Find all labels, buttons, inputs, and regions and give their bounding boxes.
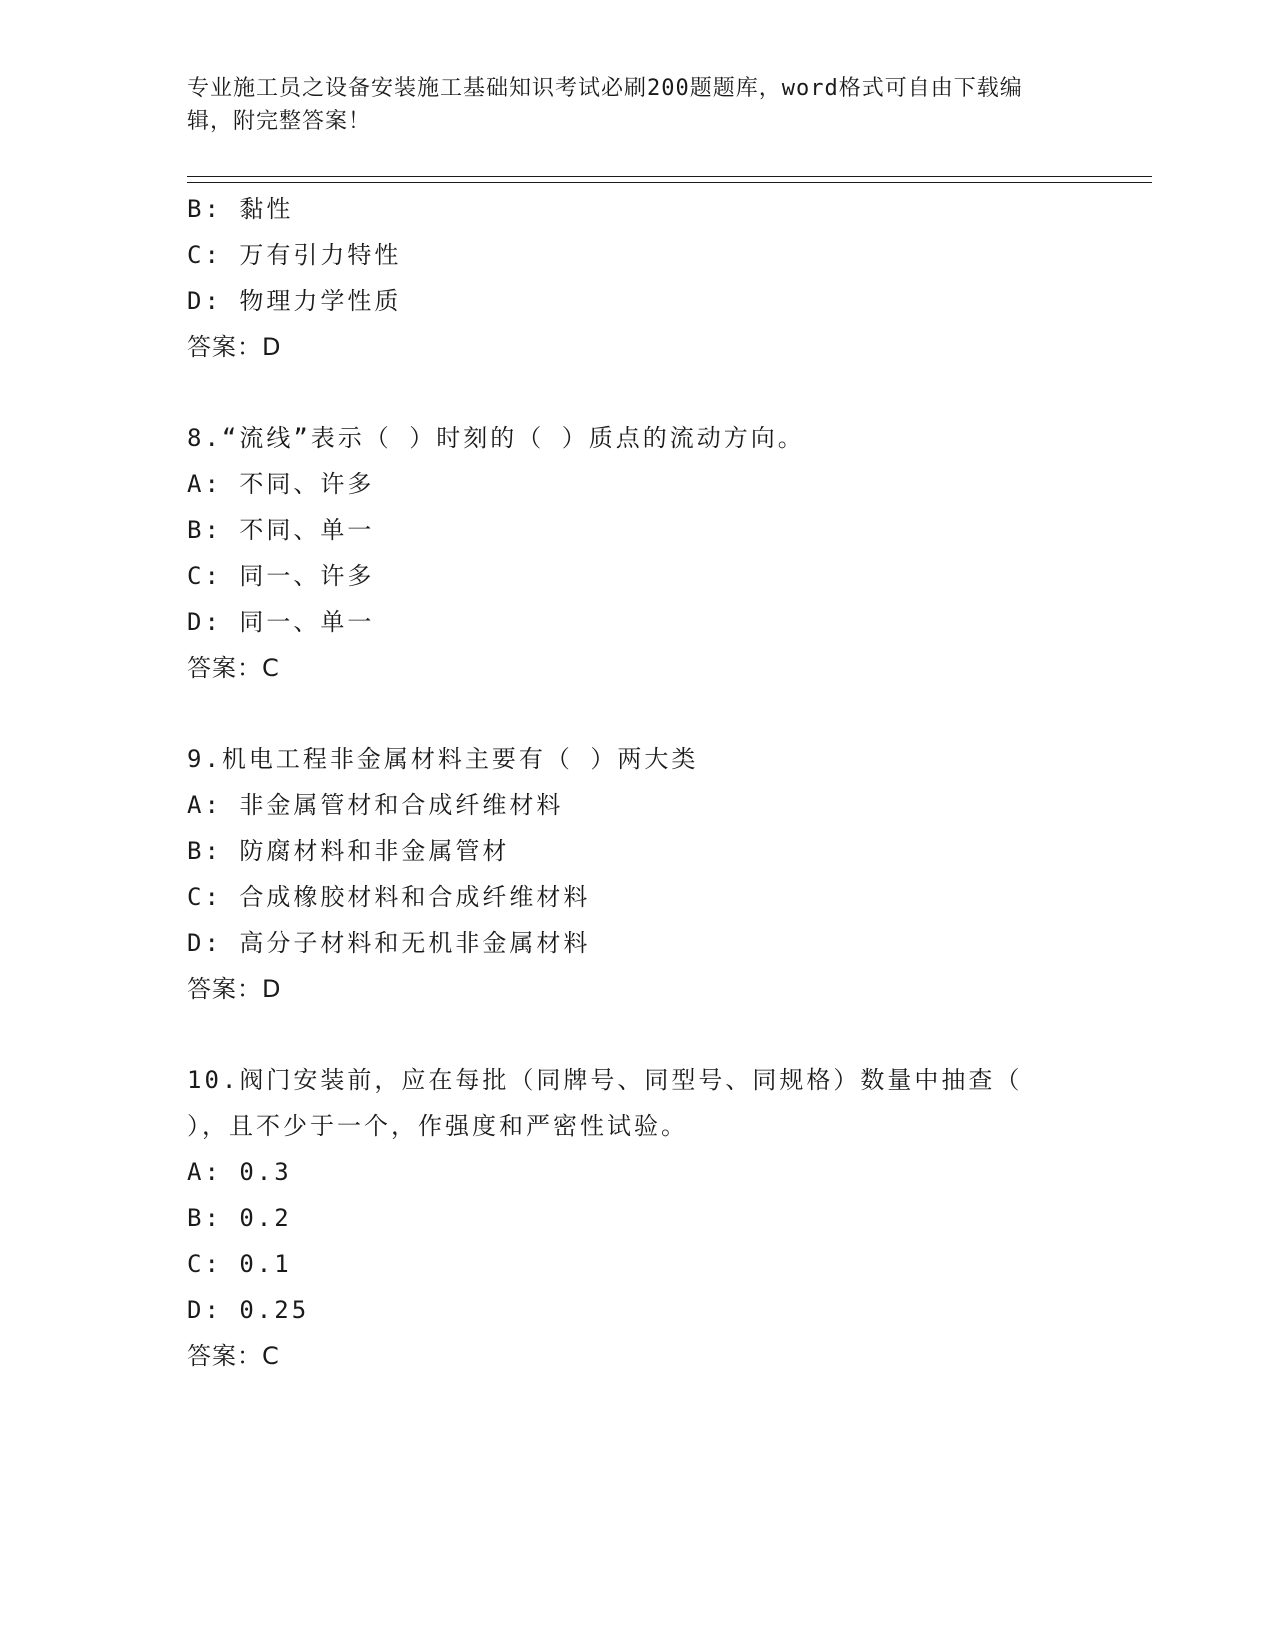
option-c: C: 同一、许多	[187, 562, 375, 590]
question-text: 9.机电工程非金属材料主要有（ ）两大类	[187, 745, 699, 773]
answer-line: 答案：D	[187, 975, 282, 1003]
question-10	[187, 1057, 1087, 1379]
option-a: A: 不同、许多	[187, 470, 375, 498]
option-d: D: 物理力学性质	[187, 287, 402, 315]
question-text: 8.“流线”表示（ ）时刻的（ ）质点的流动方向。	[187, 424, 805, 452]
option-b: B: 防腐材料和非金属管材	[187, 837, 510, 865]
option-b: B: 不同、单一	[187, 516, 375, 544]
option-b: B: 黏性	[187, 195, 294, 223]
option-d: D: 高分子材料和无机非金属材料	[187, 929, 591, 957]
option-c: C: 0.1	[187, 1250, 292, 1278]
answer-line: 答案：D	[187, 333, 282, 361]
answer-line: 答案：C	[187, 1342, 280, 1370]
option-c: C: 万有引力特性	[187, 241, 402, 269]
option-d: D: 同一、单一	[187, 608, 375, 636]
question-list	[187, 186, 1087, 1379]
question-text: 10.阀门安装前，应在每批（同牌号、同型号、同规格）数量中抽查（ ），且不少于一个，作强度和严密性试验。	[187, 1066, 1023, 1140]
option-a: A: 0.3	[187, 1158, 292, 1186]
question-8	[187, 415, 1087, 691]
question-9	[187, 736, 1087, 1012]
header-divider-top	[187, 176, 1152, 177]
document-header: 专业施工员之设备安装施工基础知识考试必刷200题题库，word格式可自由下载编辑，附完整答案！	[187, 76, 1023, 134]
header-divider-bottom	[187, 182, 1152, 183]
option-c: C: 合成橡胶材料和合成纤维材料	[187, 883, 591, 911]
answer-line: 答案：C	[187, 654, 280, 682]
option-d: D: 0.25	[187, 1296, 310, 1324]
option-b: B: 0.2	[187, 1204, 292, 1232]
option-a: A: 非金属管材和合成纤维材料	[187, 791, 564, 819]
